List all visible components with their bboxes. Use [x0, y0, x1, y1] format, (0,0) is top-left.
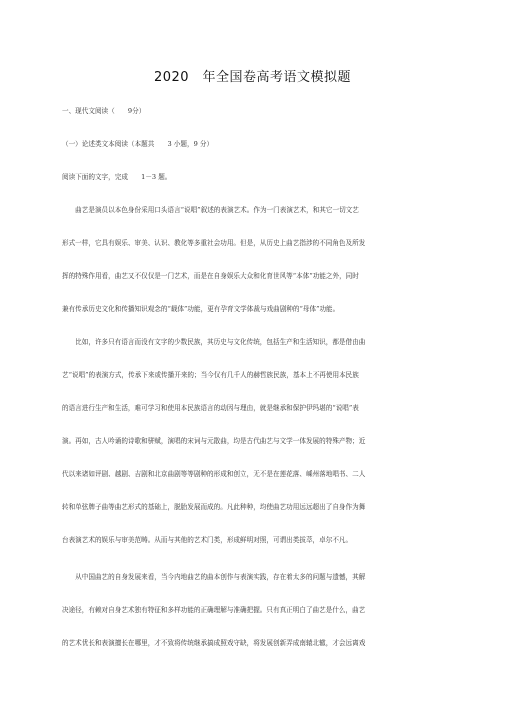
paragraph-line: 从中国曲艺的自身发展来看，当今内地曲艺的曲本创作与表演实践，存在着太多的问题与遗憾，其解 — [62, 573, 366, 581]
paragraph-line: 形式一样，它具有娱乐、审美、认识、教化等多重社会功用。但是，从历史上曲艺指涉的不同角色及所发 — [62, 239, 366, 247]
paragraph-line: 挥的特殊作用看，曲艺又不仅仅是一门艺术，而是在自身娱乐大众和化育世风等“本体”功能之外，同时 — [62, 272, 359, 280]
paragraph-line: 决途径，有赖对自身艺术独有特征和多样功能的正确理解与准确把握。只有真正明白了曲艺是什么，曲艺 — [62, 606, 366, 614]
paragraph-line: 的艺术优长和表演擅长在哪里，才不致将传统继承搞成照戏守缺，将发展创新弄成南辕北辙，才会远离戏 — [62, 639, 366, 647]
reading-instruction: 阅读下面的文字，完成 1－3 题。 — [62, 173, 172, 181]
paragraph-line: 转和单弦牌子曲等曲艺形式的基础上，脱胎发展而成的。凡此种种，均使曲艺功用远远超出了自身作为舞 — [62, 503, 366, 511]
paragraph-line: 代以来诸如评剧、越剧、吉剧和北京曲剧等等剧种的形成和创立，无不是在莲花落、嵊州落地唱书、二人 — [62, 470, 366, 478]
paragraph-line: 演。再如，古人吟诵的诗歌和骈赋，演唱的宋词与元散曲，均是古代曲艺与文学一体发展的特殊产物；近 — [62, 437, 366, 445]
subsection-heading: （一）论述类文本阅读（本题共 3 小题，9 分） — [62, 140, 214, 148]
page-title: 2020 年全国卷高考语文模拟题 — [153, 70, 352, 85]
paragraph-line: 的语言进行生产和生活，难可学习和使用本民族语言的动因与理由，就是继承和保护伊玛堪的“说唱”表 — [62, 404, 359, 412]
paragraph-line: 台表演艺术的娱乐与审美范畴。从而与其他的艺术门类，形成鲜明对照，可谓出类拔萃，卓尔不凡。 — [62, 536, 353, 544]
paragraph-line: 艺“说唱”的表演方式，传承下来或传播开来的；当今仅有几千人的赫哲族民族，基本上不再使用本民族 — [62, 371, 359, 379]
paragraph-line: 曲艺是演员以本色身份采用口头语言“说唱”叙述的表演艺术。作为一门表演艺术，和其它一切文艺 — [62, 206, 359, 214]
section-heading: 一、现代文阅读（ 9分） — [62, 107, 146, 115]
paragraph-line: 兼有传承历史文化和传播知识观念的“载体”功能，更有孕育文学体裁与戏曲剧种的“母体”功能。 — [62, 305, 340, 313]
paragraph-line: 比如，许多只有语言而没有文字的少数民族，其历史与文化传统，包括生产和生活知识，都是借由曲 — [62, 338, 366, 346]
